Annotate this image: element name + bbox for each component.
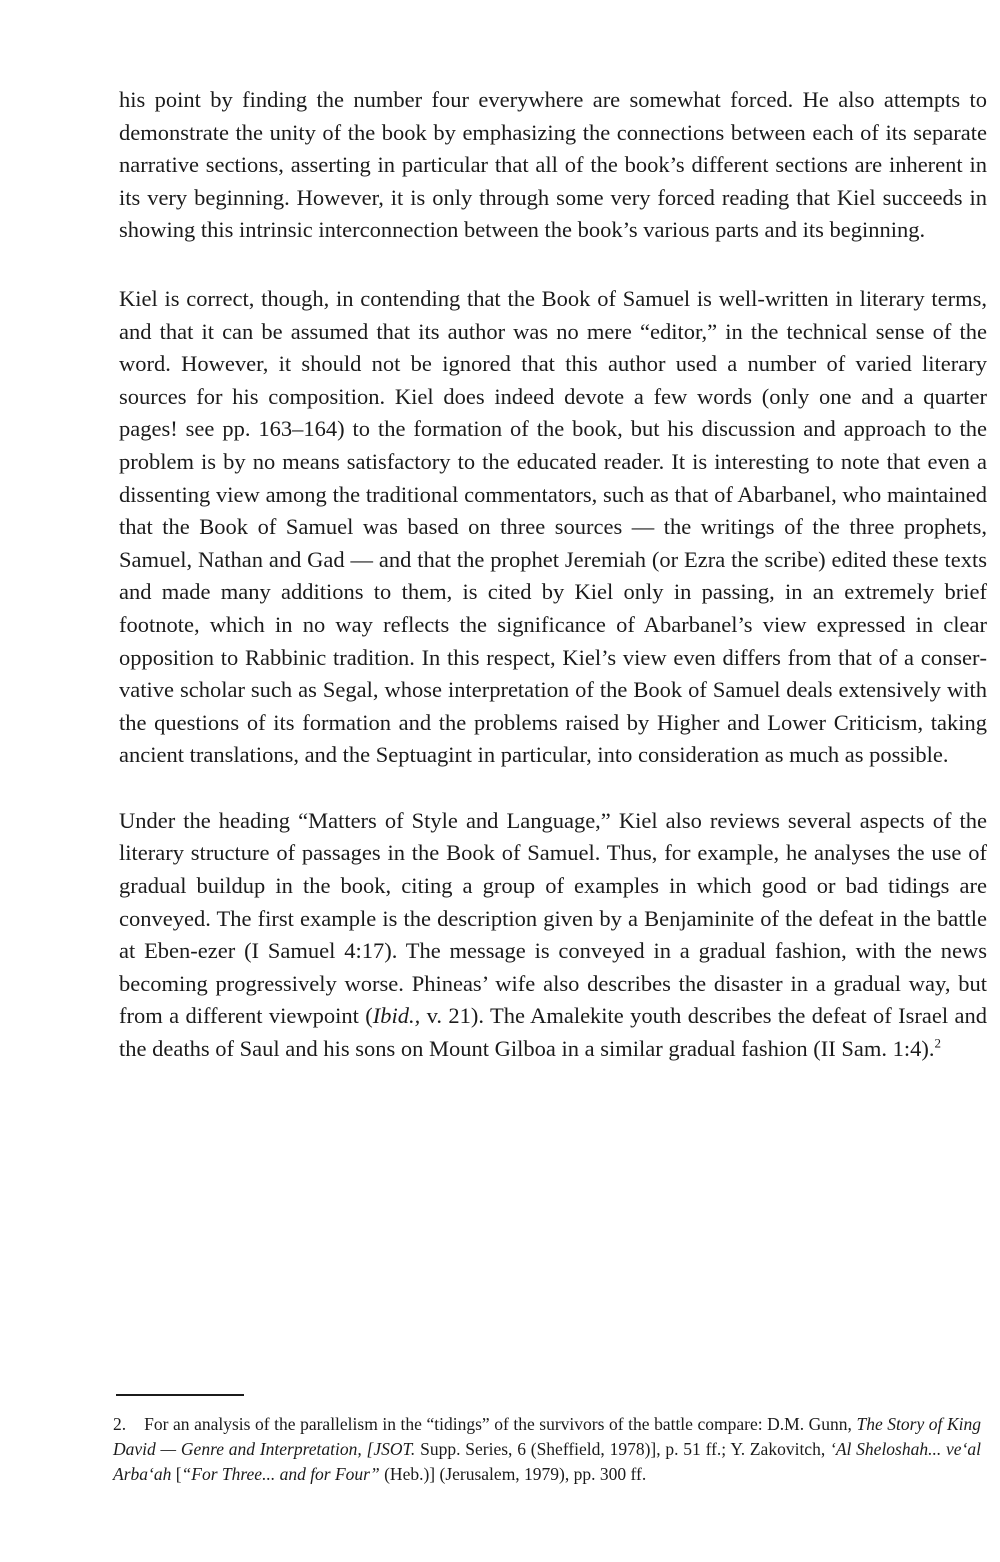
footnote-text: For an analysis of the parallelism in the “tidings” of the survivors of the battle compare: D.M. Gunn, [144,1414,857,1434]
footnote-text: Supp. Series, 6 (Sheffield, 1978)], p. 51 ff.; Y. Zakovitch, [415,1438,830,1459]
footnote-reference: 2 [934,1035,941,1051]
paragraph: Kiel is correct, though, in contending that the Book of Samuel is well-written in literary terms, and that it can be assumed that its author was no mere “editor,” in the technical sense of the word. However, it should not be ignored that this author used a number of varied literary sources for his composition. Kiel does indeed devote a few words (only one and a quarter pages! see pp. 163–164) to the formation of the book, but his discussion and approach to the problem is by no means satisfactory to the educated reader. It is interesting to note that even a dissenting view among the traditional commentators, such as that of Abarbanel, who maintained that the Book of Samuel was based on three sources — the writings of the three prophets, Samuel, Nathan and Gad — and that the prophet Jeremiah (or Ezra the scribe) edited these texts and made many additions to them, is cited by Kiel only in passing, in an extremely brief footnote, which in no way reflects the significance of Abarbanel’s view expressed in clear opposition to Rabbinic tradition. In this respect, Kiel’s view even differs from that of a conservative scholar such as Segal, whose interpretation of the Book of Samuel deals extensively with the questions of its formation and the problems raised by Higher and Lower Criticism, taking ancient translations, and the Septuagint in particular, into consideration as much as possible. [119,285,987,768]
footnote-text: (Heb.)] (Jerusalem, 1979), pp. 300 ff. [379,1463,647,1484]
footnote-book-title: The Story of King David — Genre and Interpretation, [JSOT. [113,1414,981,1459]
footnote-number: 2. [113,1414,127,1434]
main-text [119,84,987,1066]
footnote [113,1412,981,1486]
footnote-text: [ [171,1463,182,1484]
paragraph-text: v. 21). The Amalekite youth describes the defeat of Israel and the deaths of Saul and his sons on Mount Gilboa in a similar gradual fashion (II Sam. 1:4). [119,1003,987,1062]
footnote-book-title: ‘Al Sheloshah... ve‘al Arba‘ah [113,1438,982,1484]
footnote-book-title: “For Three... and for Four” [181,1463,380,1484]
paragraph-text: Under the heading “Matters of Style and Language,” Kiel also reviews several aspects of the literary structure of passages in the Book of Samuel. Thus, for example, he analyses the use of gradual buildup in the book, citing a group of examples in which good or bad tidings are conveyed. The first example is the description given by a Benjaminite of the defeat in the battle at Eben-ezer (I Samuel 4:17). The message is conveyed in a gradual fashion, with the news becoming progressively worse. Phineas’ wife also describes the disaster in a gradual way, but from a different viewpoint ( [119,807,987,1029]
paragraph: his point by finding the number four everywhere are somewhat forced. He also attempts to demonstrate the unity of the book by emphasizing the connections between each of its separate narrative sections, asserting in particular that all of the book’s different sections are inherent in its very beginning. However, it is only through some very forced reading that Kiel succeeds in showing this intrinsic interconnection between the book’s various parts and its beginning. [119,87,987,243]
paragraph [119,805,987,1066]
footnote-divider [116,1394,244,1396]
ibid-citation: Ibid., [372,1003,421,1029]
